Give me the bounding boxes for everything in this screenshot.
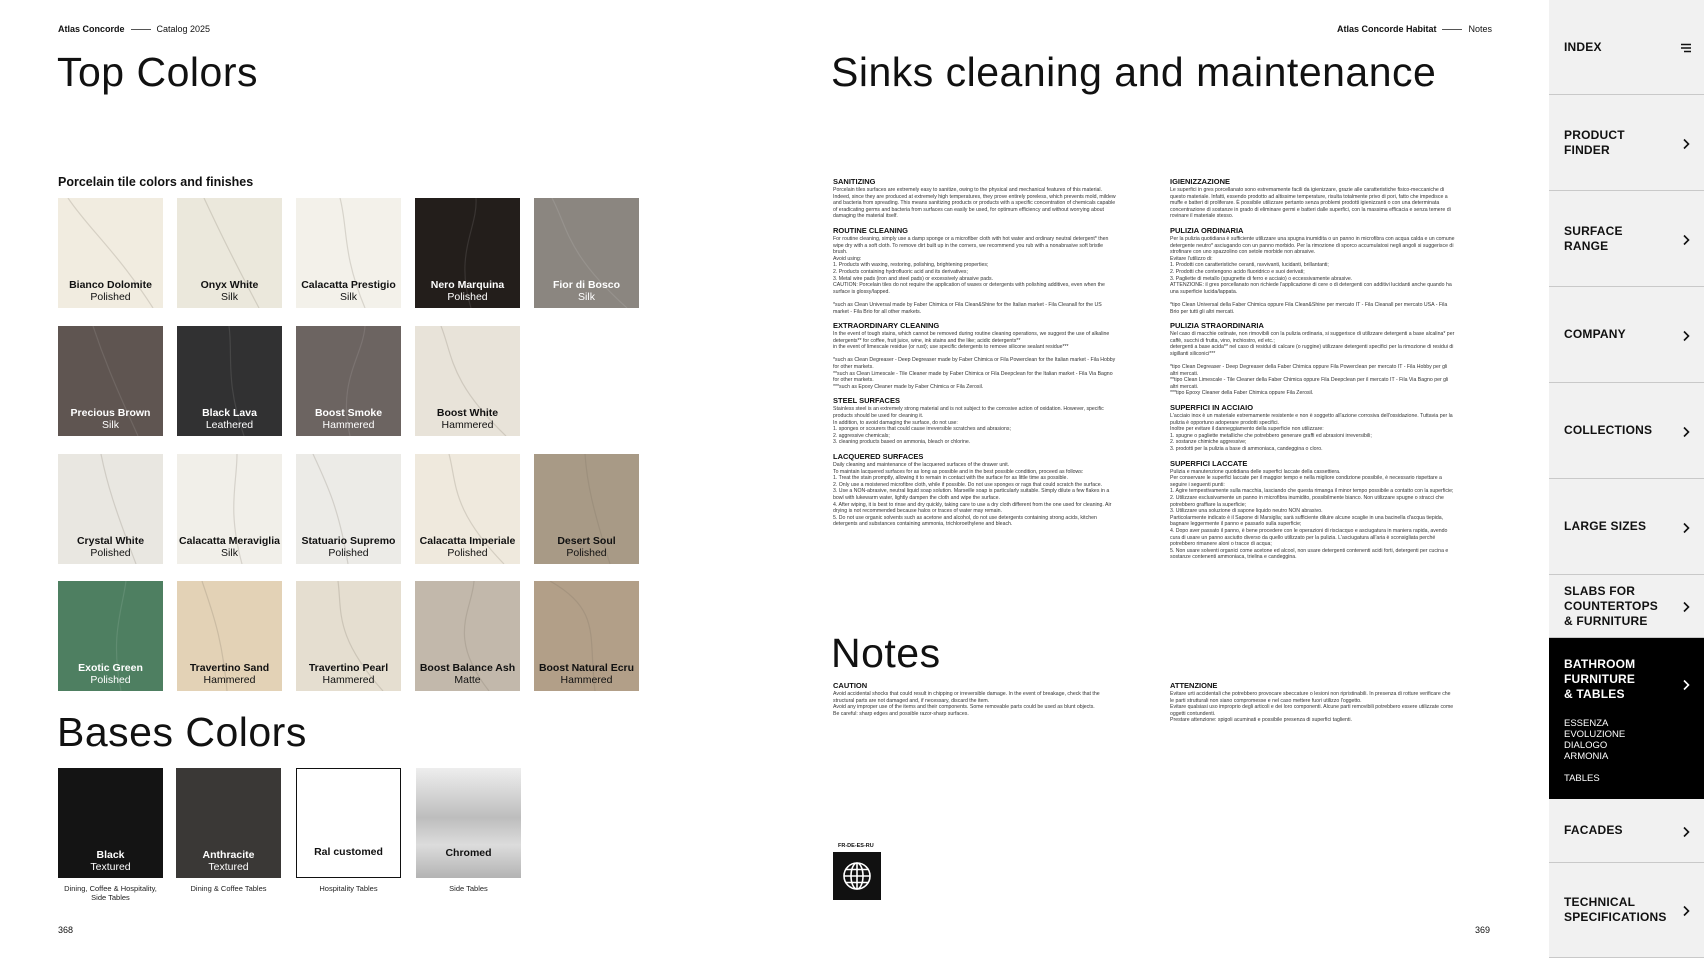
- nav-item-label: FACADES: [1564, 823, 1623, 837]
- swatch-finish: Silk: [102, 419, 119, 431]
- swatch-boost-natural-ecru[interactable]: [534, 581, 639, 691]
- swatch-label: [296, 407, 401, 431]
- swatch-label: [177, 407, 282, 431]
- section-heading: PULIZIA STRAORDINARIA: [1170, 321, 1264, 331]
- swatch-name: Calacatta Meraviglia: [179, 535, 280, 547]
- base-swatch-black[interactable]: [58, 768, 163, 878]
- nav-item-label: TECHNICAL SPECIFICATIONS: [1564, 895, 1667, 924]
- swatch-onyx-white[interactable]: [177, 198, 282, 308]
- header-divider: [131, 29, 151, 30]
- english-notes: [833, 681, 1118, 717]
- swatch-fior-di-bosco[interactable]: [534, 198, 639, 308]
- section-body: Porcelain tiles surfaces are extremely easy to sanitize, owing to the physical and mechanical features of this material. Indeed, since they are produced at extremely high temperatures, they prove entirely poreless, which prevents mold, mildew and bacteria from spreading. This means sanitizing products or products with a specific concentration of chemicals capable of eradicating germs and bacteria from surfaces can easily be used, for optimum efficiency and without worrying about damaging the material itself.: [833, 187, 1116, 220]
- swatch-name: Precious Brown: [70, 407, 151, 419]
- caution-heading: CAUTION: [833, 681, 868, 690]
- swatch-label: [415, 535, 520, 559]
- globe-icon: [841, 860, 873, 892]
- base-usage-caption: Dining, Coffee & Hospitality, Side Tables: [64, 884, 157, 902]
- section-body: Le superfici in gres porcellanato sono estremamente facili da igienizzare, grazie alle caratteristiche fisico-meccaniche di questo materiale. Infatti, essendo prodotto ad altissime temperature, risulta totalmente privo di pori, fatto che impedisce a muffe e batteri di proliferare. È possibile utilizzare pertanto senza problemi prodotti igienizzanti o con una determinata concentrazione di sostanze in grado di eliminare germi e batteri dalle superfici, con la massima efficacia e senza temere di rovinare il materiale stesso.: [1170, 187, 1451, 220]
- swatch-name: Crystal White: [76, 535, 145, 547]
- swatch-name: Boost Balance Ash: [419, 662, 516, 674]
- running-header-left: [58, 24, 210, 34]
- swatch-calacatta-prestigio[interactable]: [296, 198, 401, 308]
- chevron-right-icon: [1680, 233, 1692, 245]
- section-heading: ROUTINE CLEANING: [833, 225, 908, 235]
- base-swatch-ral-customed[interactable]: [296, 768, 401, 878]
- chevron-right-icon: [1680, 825, 1692, 837]
- swatch-label: [534, 662, 639, 686]
- swatch-finish: Textured: [90, 861, 131, 873]
- swatch-label: [534, 279, 639, 303]
- swatch-name: Travertino Pearl: [308, 662, 389, 674]
- swatch-name: Boost Natural Ecru: [538, 662, 635, 674]
- swatch-finish: Polished: [328, 547, 369, 559]
- chevron-right-icon: [1680, 904, 1692, 916]
- base-usage-caption: Hospitality Tables: [319, 884, 378, 893]
- nav-item-label: PRODUCT FINDER: [1564, 127, 1625, 157]
- swatch-finish: Silk: [340, 291, 357, 303]
- swatch-name: Calacatta Imperiale: [419, 535, 516, 547]
- swatch-name: Boost White: [436, 407, 499, 419]
- nav-item-label: LARGE SIZES: [1564, 519, 1647, 533]
- nav-item-label: SURFACE RANGE: [1564, 223, 1623, 253]
- swatch-desert-soul[interactable]: [534, 454, 639, 564]
- header-divider: [1442, 29, 1462, 30]
- swatch-label: [176, 849, 281, 873]
- swatch-label: [297, 846, 400, 858]
- swatch-label: [58, 535, 163, 559]
- swatch-label: [58, 279, 163, 303]
- section-body: Stainless steel is an extremely strong material and is not subject to the corrosive action of oxidation. However, specific products should be used for cleaning it. In addition, to avoid damaging the surface, do not use: 1. sponges or scourers that could cause irreversible scratches and abrasions; 2. aggressive chemicals; 3. cleaning products based on ammonia, bleach or chlorine.: [833, 406, 1104, 446]
- chevron-right-icon: [1680, 521, 1692, 533]
- menu-icon: [1680, 41, 1692, 53]
- section-body: Daily cleaning and maintenance of the lacquered surfaces of the drawer unit. To maintain lacquered surfaces for as long as possible and in the best possible condition, proceed as follows: 1. Treat the stain promptly, allowing it to remain in contact with the surface for as little time as possible. 2. Only use a moistened microfibre cloth, while if possible. Do not use sponges or rags that could scratch the surface. 3. Use a NON-abrasive, neutral liquid soap solution. Marseille soap is particularly suitable. Simply dilute a few flakes in a bowl with lukewarm water, lightly dampen the cloth and wipe the surface. 4. After wiping, it is best to rinse and dry quickly, taking care to use a dry cloth different from the one used for cleaning. Air drying is not recommended because halos or traces of water may remain. 5. Do not use organic solvents such as acetone and alcohol, do not use detergents containing strong acids, kitchen detergents and substances containing ammonia, trichloroethylene and bleach.: [833, 462, 1112, 528]
- nav-item-surface-range[interactable]: [1549, 191, 1704, 287]
- swatch-finish: Hammered: [322, 419, 375, 431]
- section-heading: STEEL SURFACES: [833, 396, 900, 406]
- nav-item-label: BATHROOM FURNITURE & TABLES: [1564, 657, 1636, 701]
- swatch-name: Anthracite: [202, 849, 255, 861]
- swatch-label: [296, 279, 401, 303]
- swatch-finish: Polished: [566, 547, 607, 559]
- base-usage-caption: Dining & Coffee Tables: [190, 884, 267, 893]
- language-switch-button[interactable]: [833, 852, 881, 900]
- swatch-calacatta-imperiale[interactable]: [415, 454, 520, 564]
- notes-title: Notes: [831, 630, 941, 676]
- swatch-finish: Polished: [90, 547, 131, 559]
- swatch-name: Black Lava: [202, 407, 257, 419]
- swatch-name: Boost Smoke: [314, 407, 383, 419]
- section-label: Catalog 2025: [156, 24, 211, 34]
- swatch-finish: Hammered: [322, 674, 375, 686]
- nav-sub-item-dialogo[interactable]: DIALOGO: [1564, 740, 1608, 751]
- nav-item-collections[interactable]: [1549, 383, 1704, 479]
- nav-sub-item-armonia[interactable]: ARMONIA: [1564, 751, 1609, 762]
- nav-item-product-finder[interactable]: [1549, 95, 1704, 191]
- chevron-right-icon: [1680, 678, 1692, 690]
- chevron-right-icon: [1680, 137, 1692, 149]
- swatch-finish: Polished: [90, 674, 131, 686]
- swatch-finish: Textured: [208, 861, 249, 873]
- swatch-label: [534, 535, 639, 559]
- attenzione-heading: ATTENZIONE: [1170, 681, 1218, 690]
- swatch-finish: Polished: [447, 547, 488, 559]
- catalog-sidebar-nav: [1549, 0, 1704, 958]
- swatch-nero-marquina[interactable]: [415, 198, 520, 308]
- swatch-black-lava[interactable]: [177, 326, 282, 436]
- swatch-boost-balance-ash[interactable]: [415, 581, 520, 691]
- swatch-label: [296, 662, 401, 686]
- page-number-left: 368: [58, 925, 74, 935]
- nav-sub-list: [1564, 718, 1625, 784]
- swatch-label: [415, 662, 520, 686]
- nav-item-label: SLABS FOR COUNTERTOPS & FURNITURE: [1564, 583, 1658, 628]
- swatch-label: [58, 849, 163, 873]
- swatch-name: Black: [96, 849, 125, 861]
- swatch-boost-white[interactable]: [415, 326, 520, 436]
- italian-instructions: [1170, 177, 1455, 561]
- swatch-label: [177, 535, 282, 559]
- swatch-statuario-supremo[interactable]: [296, 454, 401, 564]
- running-header-right: [1337, 24, 1492, 34]
- nav-item-facades[interactable]: [1549, 799, 1704, 863]
- swatch-boost-smoke[interactable]: [296, 326, 401, 436]
- swatch-label: [177, 279, 282, 303]
- swatch-finish: Hammered: [560, 674, 613, 686]
- swatch-name: Travertino Sand: [189, 662, 270, 674]
- brand-label: Atlas Concorde: [58, 24, 125, 34]
- section-heading: EXTRAORDINARY CLEANING: [833, 321, 940, 331]
- attenzione-body: Evitare urti accidentali che potrebbero provocare sbeccature o lesioni non ripristinabili. In presenza di rotture verificare che le parti strutturali non siano compromesse e nel caso mettere fuori utilizzo l'oggetto. Evitare qualsiasi uso improprio degli articoli e dei loro componenti. Alcune parti removibili potrebbero essere utilizzate come oggetti contundenti. Prestare attenzione: spigoli acuminati e possibile presenza di superfici taglienti.: [1170, 691, 1454, 724]
- swatch-finish: Silk: [221, 291, 238, 303]
- swatch-travertino-pearl[interactable]: [296, 581, 401, 691]
- section-heading: IGIENIZZAZIONE: [1170, 177, 1230, 186]
- nav-item-large-sizes[interactable]: [1549, 479, 1704, 575]
- swatch-exotic-green[interactable]: [58, 581, 163, 691]
- base-usage-caption: Side Tables: [449, 884, 488, 893]
- section-body: Per la pulizia quotidiana è sufficiente utilizzare una spugna inumidita o un panno in microfibra con acqua calda e un comune detergente neutro* asciugando con un panno morbido. Per la rimozione di sporco accumulatosi negli angoli si suggerisce di strofinare con uno spazzolino con setole morbide non abrasive. Evitare l'utilizzo di: 1. Prodotti con caratteristiche ceranti, ravvivanti, lucidanti, brillantanti; 2. Prodotti che contengono acido fluoridrico e suoi derivati; 3. Pagliette di metallo (spugnette di ferro e acciaio) o eccessivamente abrasive. ATTENZIONE: il gres porcellanato non richiede l'applicazione di cere o di detergenti con additivi lucidanti anche quando ha una superficie lucida/lappata. *tipo Clean Universal della Faber Chimica oppure Fila Clean&Shine per mercato IT - Fila Cleanall per mercato USA - Fila Brio per tutti gli altri mercati.: [1170, 235, 1455, 315]
- section-body: For routine cleaning, simply use a damp sponge or a microfiber cloth with hot water and ordinary neutral detergent* then wipe dry with a soft cloth. To remove dirt built up in the corners, we recommend you rub with a nonabrasive soft bristle brush. Avoid using: 1. Products with waxing, restoring, polishing, brightening properties; 2. Products containing hydrofluoric acid and its derivatives; 3. Metal wire pads (iron and steel pads) or excessively abrasive pads. CAUTION: Porcelain tiles do not require the application of waxes or detergents with polishing additives, even when the surface is glossy/lapped. *such as Clean Universal made by Faber Chimica or Fila Clean&Shine for the Italian market - Fila Cleanall for the US market - Fila Brio for all other markets.: [833, 235, 1109, 315]
- section-heading: LACQUERED SURFACES: [833, 452, 924, 461]
- swatch-crystal-white[interactable]: [58, 454, 163, 564]
- section-body: In the event of tough stains, which cannot be removed during routine cleaning operations, we suggest the use of alkaline detergents** for coffee, fruit juice, wine, ink stains and the like; acidic detergents** in the event of limescale residue (or rust); use specific detergents to remove silicone sealant residue*** *such as Clean Degreaser - Deep Degreaser made by Faber Chimica or Fila Powerclean for the Italian market - Fila Hobby for other markets. **such as Clean Limescale - Tile Cleaner made by Faber Chimica or Fila Deepclean for the Italian market - Fila Via Bagno for other markets. ***such as Epoxy Cleaner made by Faber Chimica or Fila Zerosil.: [833, 331, 1116, 390]
- nav-item-technical-specifications[interactable]: [1549, 863, 1704, 958]
- english-instructions: [833, 177, 1118, 528]
- language-codes: FR-DE-ES-RU: [838, 843, 874, 849]
- page-title-top-colors: Top Colors: [57, 49, 258, 95]
- nav-item-company[interactable]: [1549, 287, 1704, 383]
- swatch-label: [415, 407, 520, 431]
- swatch-name: Bianco Dolomite: [69, 279, 152, 291]
- swatch-label: [416, 847, 521, 859]
- swatch-name: Exotic Green: [78, 662, 143, 674]
- page-number-right: 369: [1475, 925, 1491, 935]
- base-swatch-chromed[interactable]: [416, 768, 521, 878]
- swatch-label: [58, 662, 163, 686]
- swatch-name: Nero Marquina: [430, 279, 505, 291]
- swatch-name: Fior di Bosco: [552, 279, 621, 291]
- swatch-name: Onyx White: [200, 279, 259, 291]
- section-heading: SUPERFICI IN ACCIAIO: [1170, 403, 1254, 413]
- italian-notes: [1170, 681, 1455, 724]
- swatch-name: Desert Soul: [557, 535, 616, 547]
- swatch-name: Ral customed: [314, 846, 383, 858]
- section-heading: SANITIZING: [833, 177, 876, 186]
- nav-item-label: INDEX: [1564, 39, 1602, 54]
- swatch-label: [177, 662, 282, 686]
- section-body: Nel caso di macchie ostinate, non rimovibili con la pulizia ordinaria, si suggerisce di utilizzare detergenti a base alcalina* per caffè, succhi di frutta, vino, inchiostro, ed etc.; detergenti a base acida** nel caso di residui di calcare (o ruggine) utilizzare detergenti specifici per la rimozione di residui di sigillanti siliconici*** *tipo Clean Degreaser - Deep Degreaser della Faber Chimica oppure Fila Powerclean per mercato IT - Fila Hobby per gli altri mercati. **tipo Clean Limescale - Tile Cleaner della Faber Chimica oppure Fila Deepclean per il mercato IT - Fila Via Bagno per gli altri mercati. ***tipo Epoxy Cleaner della Faber Chimica oppure Fila Zerosil.: [1170, 331, 1455, 397]
- page-title-bases-colors: Bases Colors: [57, 709, 307, 755]
- swatch-calacatta-meraviglia[interactable]: [177, 454, 282, 564]
- swatch-finish: Hammered: [441, 419, 494, 431]
- swatch-finish: Polished: [90, 291, 131, 303]
- swatch-name: Statuario Supremo: [301, 535, 396, 547]
- base-swatch-anthracite[interactable]: [176, 768, 281, 878]
- swatch-finish: Hammered: [203, 674, 256, 686]
- nav-item-slabs-for-countertops-furniture[interactable]: [1549, 575, 1704, 638]
- swatch-travertino-sand[interactable]: [177, 581, 282, 691]
- nav-item-label: COMPANY: [1564, 327, 1626, 341]
- chevron-right-icon: [1680, 600, 1692, 612]
- swatch-finish: Matte: [454, 674, 481, 686]
- swatch-label: [415, 279, 520, 303]
- nav-item-label: COLLECTIONS: [1564, 423, 1653, 437]
- swatch-precious-brown[interactable]: [58, 326, 163, 436]
- swatch-label: [58, 407, 163, 431]
- chevron-right-icon: [1680, 425, 1692, 437]
- caution-body: Avoid accidental shocks that could result in chipping or irreversible damage. In the event of breakage, check that the structural parts are not damaged and, if necessary, discard the item. Avoid any improper use of the items and their components. Some removable parts could be used as blunt objects. Be careful: sharp edges and possible razor-sharp surfaces.: [833, 691, 1100, 717]
- nav-sub-item-tables[interactable]: TABLES: [1564, 773, 1600, 784]
- swatch-bianco-dolomite[interactable]: [58, 198, 163, 308]
- swatch-label: [296, 535, 401, 559]
- page-title-sinks: Sinks cleaning and maintenance: [831, 49, 1437, 95]
- swatch-finish: Leathered: [205, 419, 254, 431]
- nav-item-bathroom-furniture-tables[interactable]: [1549, 638, 1704, 799]
- swatch-name: Calacatta Prestigio: [301, 279, 396, 291]
- nav-item-index[interactable]: [1549, 0, 1704, 95]
- section-body: L'acciaio inox è un materiale estremamente resistente e non è soggetto all'azione corrosiva dell'ossidazione. Tuttavia per la pulizia è opportuno adoperare prodotti specifici. Inoltre per evitare il danneggiamento della superficie non utilizzare: 1. spugne o pagliette metalliche che potrebbero generare graffi ed abrasioni irreversibili; 2. sostanze chimiche aggressive; 3. prodotti per la pulizia a base di ammoniaca, candeggina o cloro.: [1170, 413, 1453, 452]
- porcelain-subtitle: Porcelain tile colors and finishes: [58, 175, 254, 189]
- swatch-finish: Polished: [447, 291, 488, 303]
- nav-sub-item-essenza[interactable]: ESSENZA: [1564, 718, 1609, 729]
- section-heading: PULIZIA ORDINARIA: [1170, 225, 1244, 235]
- section-heading: SUPERFICI LACCATE: [1170, 458, 1248, 468]
- swatch-finish: Silk: [221, 547, 238, 559]
- nav-sub-item-evoluzione[interactable]: EVOLUZIONE: [1564, 729, 1626, 740]
- chevron-right-icon: [1680, 329, 1692, 341]
- swatch-finish: Silk: [578, 291, 595, 303]
- section-body: Pulizia e manutenzione quotidiana delle superfici laccate della cassettiera. Per conservare le superfici laccate per il maggior tempo e nella migliore condizione possibile, è necessario rispettare a seguire i seguenti punti: 1. Agire tempestivamente sulla macchia, lasciando che questa rimanga il minor tempo possibile a contatto con la superficie; 2. Utilizzare esclusivamente un panno in microfibra inumidito, possibilmente bianco. Non utilizzare spugne o stracci che potrebbero graffiare la superficie; 3. Utilizzare una soluzione di sapone liquido neutro NON abrasivo. Particolarmente indicato è il Sapone di Marsiglia; sarà sufficiente diluire alcune scaglie in una bacinella d'acqua tiepida, bagnare leggermente il panno e passarlo sulla superficie; 4. Dopo aver passato il panno, è bene procedere con le operazioni di risciacquo e asciugatura in maniera rapida, avendo cura di usare un panno asciutto diverso da quello utilizzato per la pulizia. L'asciugatura all'aria è sconsigliata perché potrebbero rimanere aloni o tracce di acqua; 5. Non usare solventi organici come acetone ed alcool, non usare detergenti contenenti acidi forti, detergenti per cucina e sostanze contenenti ammoniaca, trielina e candeggina.: [1170, 468, 1454, 561]
- section-label: Notes: [1468, 24, 1492, 34]
- swatch-name: Chromed: [445, 847, 492, 859]
- brand-label: Atlas Concorde Habitat: [1336, 24, 1437, 34]
